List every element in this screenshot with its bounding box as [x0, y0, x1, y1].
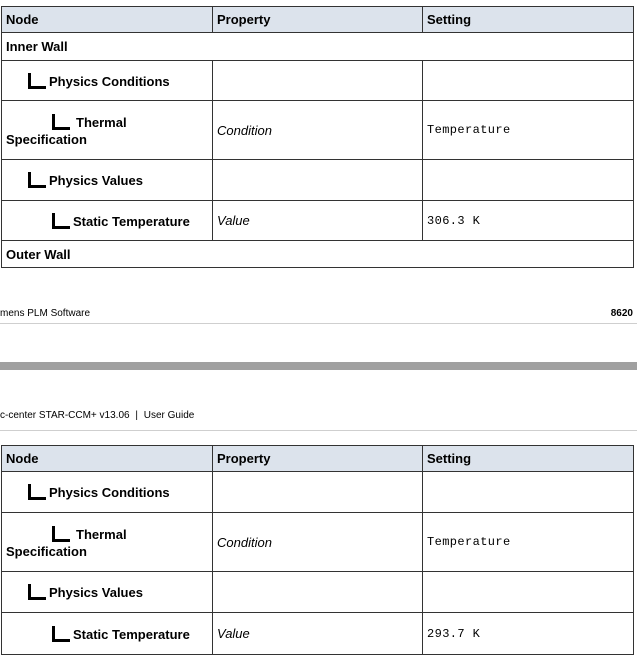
tree-elbow-icon	[52, 526, 70, 542]
node-thermal: Thermal	[76, 114, 127, 130]
table-row	[2, 613, 634, 655]
header-product: c-center STAR-CCM+ v13.06	[0, 410, 130, 421]
setting-temperature: Temperature	[423, 101, 634, 160]
inner-wall-label: Inner Wall	[2, 33, 634, 61]
tree-elbow-icon	[28, 73, 46, 89]
footer-company: mens PLM Software	[0, 308, 91, 319]
header-row	[2, 7, 634, 33]
header-guide: User Guide	[143, 410, 195, 421]
table-row	[2, 61, 634, 101]
page-number: 8620	[610, 308, 633, 319]
property-value: Value	[213, 613, 423, 655]
table-row	[2, 101, 634, 160]
table-row	[2, 160, 634, 201]
property-header: Property	[213, 446, 423, 472]
node-static-temperature: Static Temperature	[73, 213, 190, 229]
header-row	[2, 446, 634, 472]
table-row	[2, 201, 634, 241]
tree-elbow-icon	[28, 484, 46, 500]
properties-table-2	[1, 445, 634, 655]
tree-elbow-icon	[52, 213, 70, 229]
table-row	[2, 572, 634, 613]
node-specification: Specification	[6, 543, 87, 559]
table-row	[2, 513, 634, 572]
node-static-temperature: Static Temperature	[73, 626, 190, 642]
header-rule	[0, 430, 637, 431]
tree-elbow-icon	[28, 172, 46, 188]
tree-elbow-icon	[52, 626, 70, 642]
node-physics-conditions: Physics Conditions	[49, 485, 170, 500]
page-bottom	[0, 370, 637, 653]
footer-rule	[0, 323, 637, 324]
node-physics-values: Physics Values	[49, 173, 143, 188]
property-value: Value	[213, 201, 423, 241]
outer-wall-label: Outer Wall	[2, 241, 634, 268]
property-header: Property	[213, 7, 423, 33]
table-row	[2, 472, 634, 513]
inner-wall-row	[2, 33, 634, 61]
setting-temperature-value: 306.3 K	[423, 201, 634, 241]
property-condition: Condition	[213, 513, 423, 572]
setting-header: Setting	[423, 446, 634, 472]
node-physics-conditions: Physics Conditions	[49, 73, 170, 89]
setting-header: Setting	[423, 7, 634, 33]
outer-wall-row	[2, 241, 634, 268]
tree-elbow-icon	[52, 114, 70, 130]
node-physics-values: Physics Values	[49, 585, 143, 600]
setting-temperature: Temperature	[423, 513, 634, 572]
properties-table-1	[1, 6, 634, 268]
tree-elbow-icon	[28, 584, 46, 600]
setting-temperature-value: 293.7 K	[423, 613, 634, 655]
page-gap	[0, 362, 637, 370]
node-header: Node	[2, 446, 213, 472]
header-separator: |	[135, 410, 138, 421]
property-condition: Condition	[213, 101, 423, 160]
node-thermal: Thermal	[76, 526, 127, 542]
node-header: Node	[2, 7, 213, 33]
node-specification: Specification	[6, 131, 87, 147]
